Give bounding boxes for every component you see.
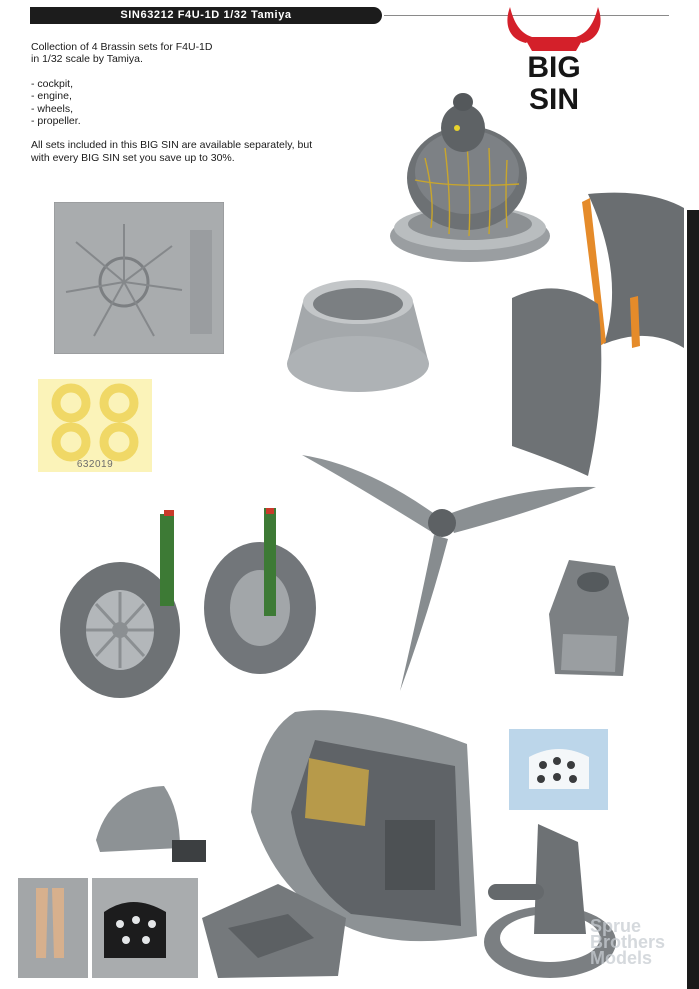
header-bar bbox=[30, 7, 382, 24]
mask-sheet-code: 632019 bbox=[76, 459, 114, 470]
photo-etch-fret-image bbox=[54, 202, 224, 354]
list-item-cockpit: - cockpit, bbox=[31, 77, 74, 90]
list-item-propeller: - propeller. bbox=[31, 115, 81, 128]
watermark-line1: Sprue bbox=[590, 916, 642, 936]
watermark bbox=[590, 918, 688, 966]
seat-part-image bbox=[545, 556, 635, 681]
logo-line1: BIG bbox=[527, 51, 581, 84]
page-edge-strip bbox=[687, 210, 699, 989]
cowl-panels-image bbox=[508, 186, 688, 481]
logo-line2: SIN bbox=[528, 83, 580, 116]
intro-text bbox=[31, 41, 361, 164]
intro-line2: in 1/32 scale by Tamiya. bbox=[31, 53, 143, 66]
photo-etch-belts-image bbox=[18, 878, 88, 978]
list-item-wheels: - wheels, bbox=[31, 102, 74, 115]
header-title: SIN63212 F4U-1D 1/32 Tamiya bbox=[120, 9, 292, 21]
cowl-ring-image bbox=[283, 268, 433, 396]
decal-sheet-image bbox=[509, 729, 608, 810]
logo-crest-icon bbox=[524, 37, 584, 51]
photo-etch-panel-image bbox=[92, 878, 198, 978]
cockpit-floor-image bbox=[198, 878, 348, 983]
note-line2: with every BIG SIN set you save up to 30%. bbox=[31, 151, 235, 164]
instrument-shroud-image bbox=[90, 780, 215, 865]
watermark-line2: Brothers bbox=[590, 932, 666, 952]
watermark-line3: Models bbox=[590, 948, 653, 968]
note-line1: All sets included in this BIG SIN are available separately, but bbox=[31, 139, 313, 152]
list-item-engine: - engine, bbox=[31, 90, 72, 103]
wheels-image bbox=[58, 508, 318, 703]
intro-line1: Collection of 4 Brassin sets for F4U-1D bbox=[31, 41, 213, 53]
